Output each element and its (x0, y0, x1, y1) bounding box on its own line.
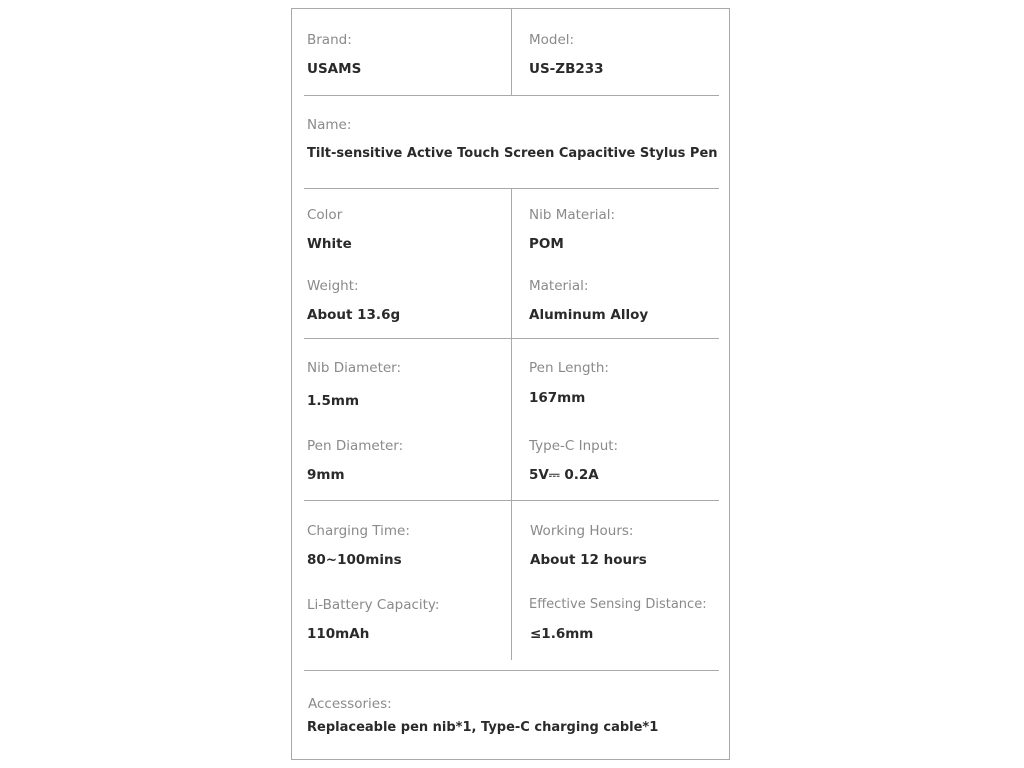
type-c-input-value: 5V⎓ 0.2A (529, 467, 599, 483)
color-label: Color (307, 207, 343, 223)
battery-capacity-value: 110mAh (307, 626, 370, 642)
column-divider (511, 9, 512, 95)
model-value: US-ZB233 (529, 61, 604, 77)
divider (304, 670, 719, 671)
column-divider (511, 188, 512, 660)
weight-value: About 13.6g (307, 307, 401, 323)
working-hours-value: About 12 hours (530, 552, 647, 568)
sensing-distance-label: Effective Sensing Distance: (529, 597, 707, 612)
nib-material-value: POM (529, 236, 564, 252)
accessories-value: Replaceable pen nib*1, Type-C charging cable*1 (307, 720, 659, 735)
accessories-label: Accessories: (308, 696, 392, 712)
color-value: White (307, 236, 352, 252)
name-value: Tilt-sensitive Active Touch Screen Capacitive Stylus Pen (307, 146, 718, 161)
brand-label: Brand: (307, 32, 352, 48)
pen-diameter-label: Pen Diameter: (307, 438, 404, 454)
charging-time-label: Charging Time: (307, 523, 410, 539)
material-label: Material: (529, 278, 589, 294)
pen-diameter-value: 9mm (307, 467, 345, 483)
pen-length-label: Pen Length: (529, 360, 609, 376)
working-hours-label: Working Hours: (530, 523, 634, 539)
divider (304, 95, 719, 96)
nib-material-label: Nib Material: (529, 207, 616, 223)
model-label: Model: (529, 32, 575, 48)
pen-length-value: 167mm (529, 390, 586, 406)
nib-diameter-value: 1.5mm (307, 393, 360, 409)
nib-diameter-label: Nib Diameter: (307, 360, 402, 376)
sensing-distance-value: ≤1.6mm (530, 626, 594, 642)
charging-time-value: 80~100mins (307, 552, 402, 568)
type-c-input-label: Type-C Input: (529, 438, 619, 454)
weight-label: Weight: (307, 278, 359, 294)
name-label: Name: (307, 117, 352, 133)
material-value: Aluminum Alloy (529, 307, 649, 323)
battery-capacity-label: Li-Battery Capacity: (307, 597, 440, 613)
brand-value: USAMS (307, 61, 362, 77)
